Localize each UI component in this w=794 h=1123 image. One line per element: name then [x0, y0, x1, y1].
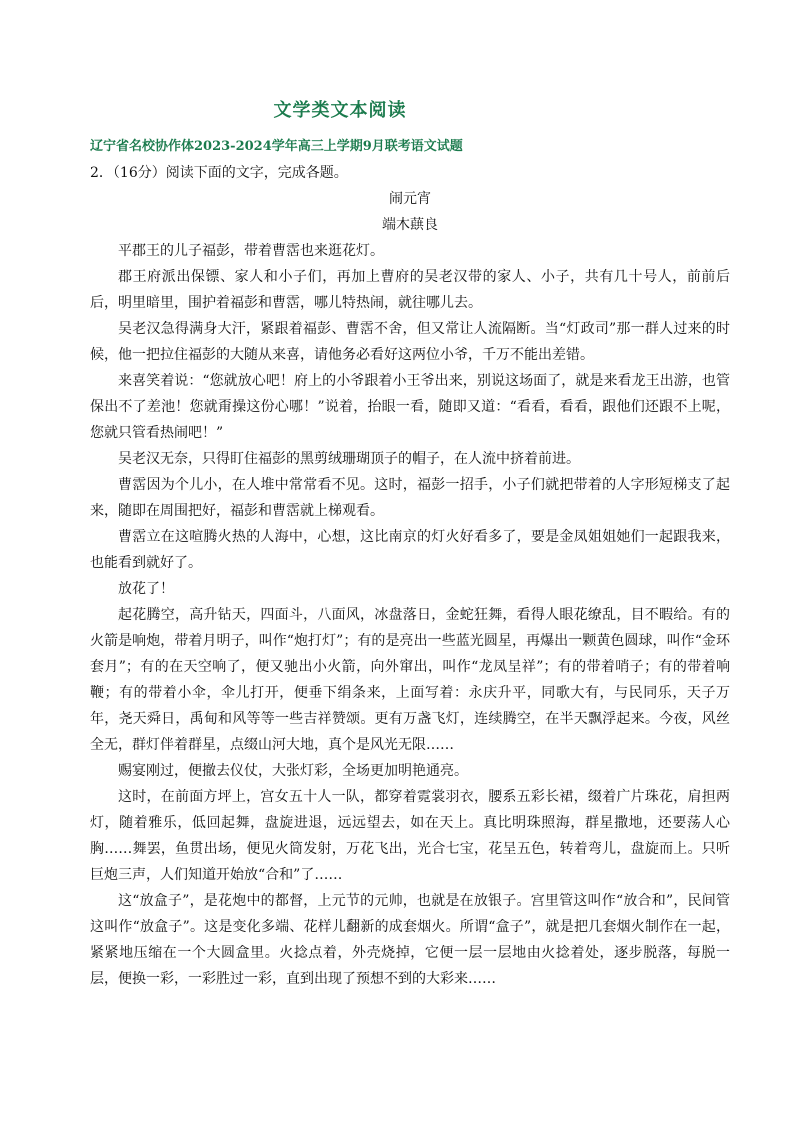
question-prompt: 2．（16分）阅读下面的文字，完成各题。	[90, 165, 348, 181]
paragraph: 郡王府派出保镖、家人和小子们，再加上曹府的吴老汉带的家人、小子，共有几十号人，前前后后，明里暗里，围护着福彭和曹霑，哪儿特热闹，就往哪儿去。	[90, 269, 730, 311]
paragraph: 起花腾空，高升钻天，四面斗，八面风，冰盘落日，金蛇狂舞，看得人眼花缭乱，目不暇给。有的火箭是响炮，带着月明子，叫作“炮打灯”；有的是亮出一些蓝光圆星，再爆出一颗黄色圆球，叫作“金环套月”；有的在天空响了，便又驰出小火箭，向外窜出，叫作“龙凤呈祥”；有的带着哨子；有的带着响鞭；有的带着小伞，伞儿打开，便垂下绢条来，上面写着：永庆升平，同歌大有，与民同乐，天子万年，尧天舜日，禹甸和风等等一些吉祥赞颂。更有万盏飞灯，连续腾空，在半天飘浮起来。今夜，风丝全无，群灯伴着群星，点缀山河大地，真个是风光无限……	[90, 607, 730, 753]
article-title: 闹元宵	[389, 191, 431, 207]
paragraph: 吴老汉无奈，只得盯住福彭的黑剪绒珊瑚顶子的帽子，在人流中挤着前进。	[118, 451, 580, 467]
paragraph: 放花了！	[118, 581, 174, 597]
section-title: 文学类文本阅读	[273, 100, 407, 121]
paragraph: 赐宴刚过，便撤去仪仗，大张灯彩，全场更加明艳通亮。	[118, 763, 468, 779]
paragraph: 这“放盒子”，是花炮中的都督，上元节的元帅，也就是在放银子。宫里管这叫作“放合和”，民间管这叫作“放盒子”。这是变化多端、花样儿翻新的成套烟火。所谓“盒子”，就是把几套烟火制作在一起，紧紧地压缩在一个大圆盒里。火捻点着，外壳烧掉，它便一层一层地由火捻着处，逐步脱落，每脱一层，便换一彩，一彩胜过一彩，直到出现了预想不到的大彩来……	[90, 893, 730, 987]
paragraph: 平郡王的儿子福彭，带着曹霑也来逛花灯。	[118, 243, 384, 259]
article-author: 端木蕻良	[382, 217, 438, 233]
exam-source: 辽宁省名校协作体2023-2024学年高三上学期9月联考语文试题	[90, 139, 463, 154]
paragraph: 曹霑立在这喧腾火热的人海中，心想，这比南京的灯火好看多了，要是金凤姐姐她们一起跟我来，也能看到就好了。	[90, 529, 730, 571]
paragraph: 曹霑因为个儿小，在人堆中常常看不见。这时，福彭一招手，小子们就把带着的人字形短梯支了起来，随即在周围把好，福彭和曹霑就上梯观看。	[90, 477, 730, 519]
paragraph: 来喜笑着说：“您就放心吧！府上的小爷跟着小王爷出来，别说这场面了，就是来看龙王出游，也管保出不了差池！您就甭操这份心哪！”说着，抬眼一看，随即又道：“看看，看看，跟他们还跟不上呢，您就只管看热闹吧！”	[90, 373, 730, 441]
paragraph: 吴老汉急得满身大汗，紧跟着福彭、曹霑不舍，但又常让人流隔断。当“灯政司”那一群人过来的时候，他一把拉住福彭的大随从来喜，请他务必看好这两位小爷，千万不能出差错。	[90, 321, 730, 363]
reading-passage	[90, 160, 730, 992]
paragraph: 这时，在前面方坪上，宫女五十人一队，都穿着霓裳羽衣，腰系五彩长裙，缀着广片珠花，肩担两灯，随着雅乐，低回起舞，盘旋进退，远远望去，如在天上。真比明珠照海，群星撒地，还要荡人心胸……舞罢，鱼贯出场，便见火筒发射，万花飞出，光合七宝，花呈五色，转着弯儿，盘旋而上。只听巨炮三声，人们知道开始放“合和”了……	[90, 789, 730, 883]
